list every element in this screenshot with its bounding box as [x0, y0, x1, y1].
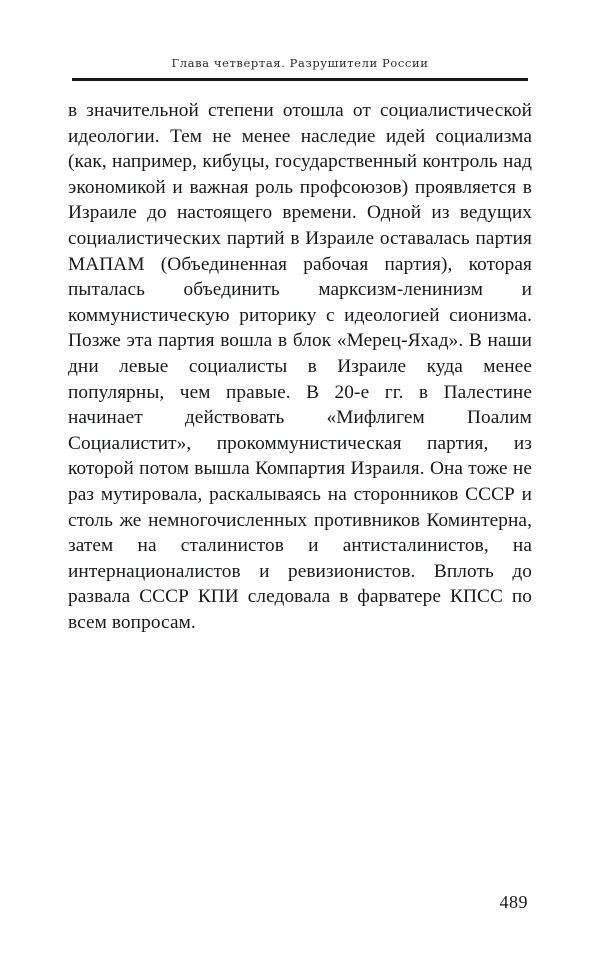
body-text-block: [68, 98, 532, 635]
page-number: 489: [499, 892, 528, 912]
header-rule: [72, 78, 528, 81]
body-paragraph: в значительной степени отошла от социалистической идеологии. Тем не менее наследие идей социализма (как, например, кибуцы, государственный контроль над экономикой и важная роль профсоюзов) проявляется в Израиле до настоящего времени. Одной из ведущих социалистических партий в Израиле оставалась партия МАПАМ (Объединенная рабочая партия), которая пыталась объединить марксизм-ленинизм и коммунистическую риторику с идеологией сионизма. Позже эта партия вошла в блок «Мерец-Яхад». В наши дни левые социалисты в Израиле куда менее популярны, чем правые. В 20-е гг. в Палестине начинает действовать «Мифлигем Поалим Социалистит», прокоммунистическая партия, из которой потом вышла Компартия Израиля. Она тоже не раз мутировала, раскалываясь на сторонников СССР и столь же немногочисленных противников Коминтерна, затем на сталинистов и антисталинистов, на интернационалистов и ревизионистов. Вплоть до развала СССР КПИ следовала в фарватере КПСС по всем вопросам.: [68, 100, 532, 633]
running-head: Глава четвертая. Разрушители России: [171, 56, 429, 70]
